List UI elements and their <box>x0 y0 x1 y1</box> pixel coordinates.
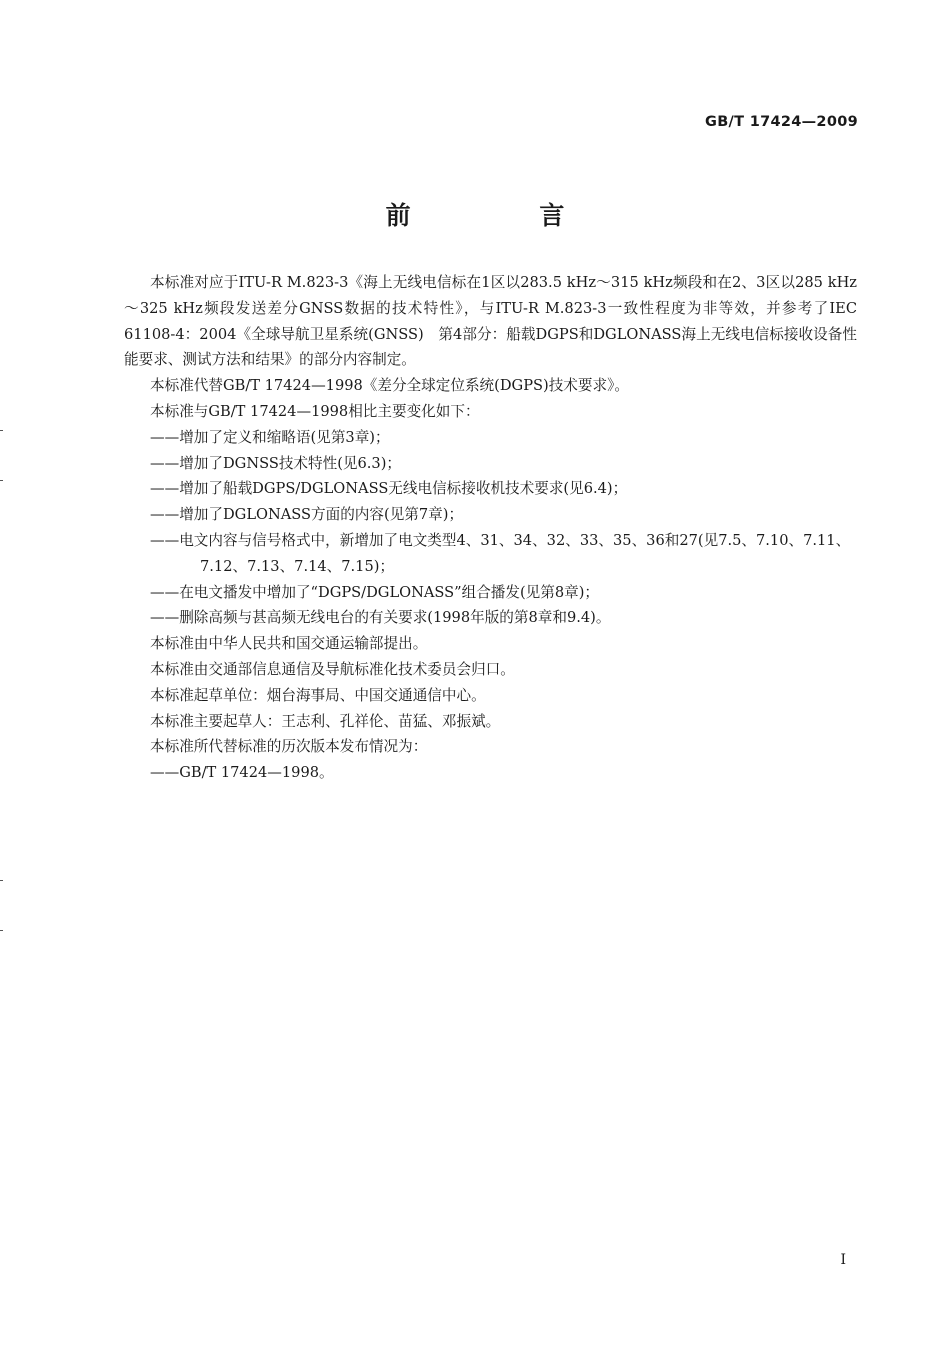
paragraph-proposer: 本标准由中华人民共和国交通运输部提出。 <box>150 635 428 653</box>
paragraph-replaces: 本标准代替GB/T 17424—1998《差分全球定位系统(DGPS)技术要求》。 <box>150 377 629 395</box>
scan-edge-mark <box>0 930 3 931</box>
change-item: ——在电文播发中增加了“DGPS/DGLONASS”组合播发(见第8章)； <box>150 583 600 601</box>
page-title: 前 言 <box>385 201 625 230</box>
change-item: ——增加了DGLONASS方面的内容(见第7章)； <box>150 506 464 524</box>
change-item-line: ——电文内容与信号格式中，新增加了电文类型4、31、34、32、33、35、36和27(见7.5、7.10、7.11、 <box>150 531 851 549</box>
page-number: I <box>840 1252 846 1268</box>
document-body <box>124 270 857 786</box>
change-item: ——增加了船载DGPS/DGLONASS无线电信标接收机技术要求(见6.4)； <box>150 480 628 498</box>
change-item: ——删除高频与甚高频无线电台的有关要求(1998年版的第8章和9.4)。 <box>150 609 611 627</box>
standard-code: GB/T 17424—2009 <box>705 114 858 130</box>
scan-edge-mark <box>0 480 3 481</box>
paragraph-committee: 本标准由交通部信息通信及导航标准化技术委员会归口。 <box>150 660 515 678</box>
change-item-message-types <box>124 528 857 580</box>
change-item: ——增加了定义和缩略语(见第3章)； <box>150 428 390 446</box>
paragraph-history-intro: 本标准所代替标准的历次版本发布情况为： <box>150 738 428 756</box>
history-item: ——GB/T 17424—1998。 <box>150 764 334 782</box>
paragraph-drafting-units: 本标准起草单位：烟台海事局、中国交通通信中心。 <box>150 686 486 704</box>
scan-edge-mark <box>0 430 3 431</box>
change-item: ——增加了DGNSS技术特性(见6.3)； <box>150 454 401 472</box>
change-item-continuation: 7.12、7.13、7.14、7.15)； <box>200 557 395 575</box>
paragraph-changes-intro: 本标准与GB/T 17424—1998相比主要变化如下： <box>150 402 480 420</box>
paragraph-drafters: 本标准主要起草人：王志利、孔祥伦、苗猛、邓振斌。 <box>150 712 501 730</box>
scan-edge-mark <box>0 880 3 881</box>
paragraph-intro: 本标准对应于ITU-R M.823-3《海上无线电信标在1区以283.5 kHz～315 kHz频段和在2、3区以285 kHz～325 kHz频段发送差分GNSS数据的技术特性》，与ITU-R M.823-3一致性程度为非等效，并参考了IEC 61108-4：2004《全球导航卫星系统(GNSS) 第4部分：船载DGPS和DGLONASS海上无线电信标接收设备性能要求、测试方法和结果》的部分内容制定。 <box>124 274 857 369</box>
